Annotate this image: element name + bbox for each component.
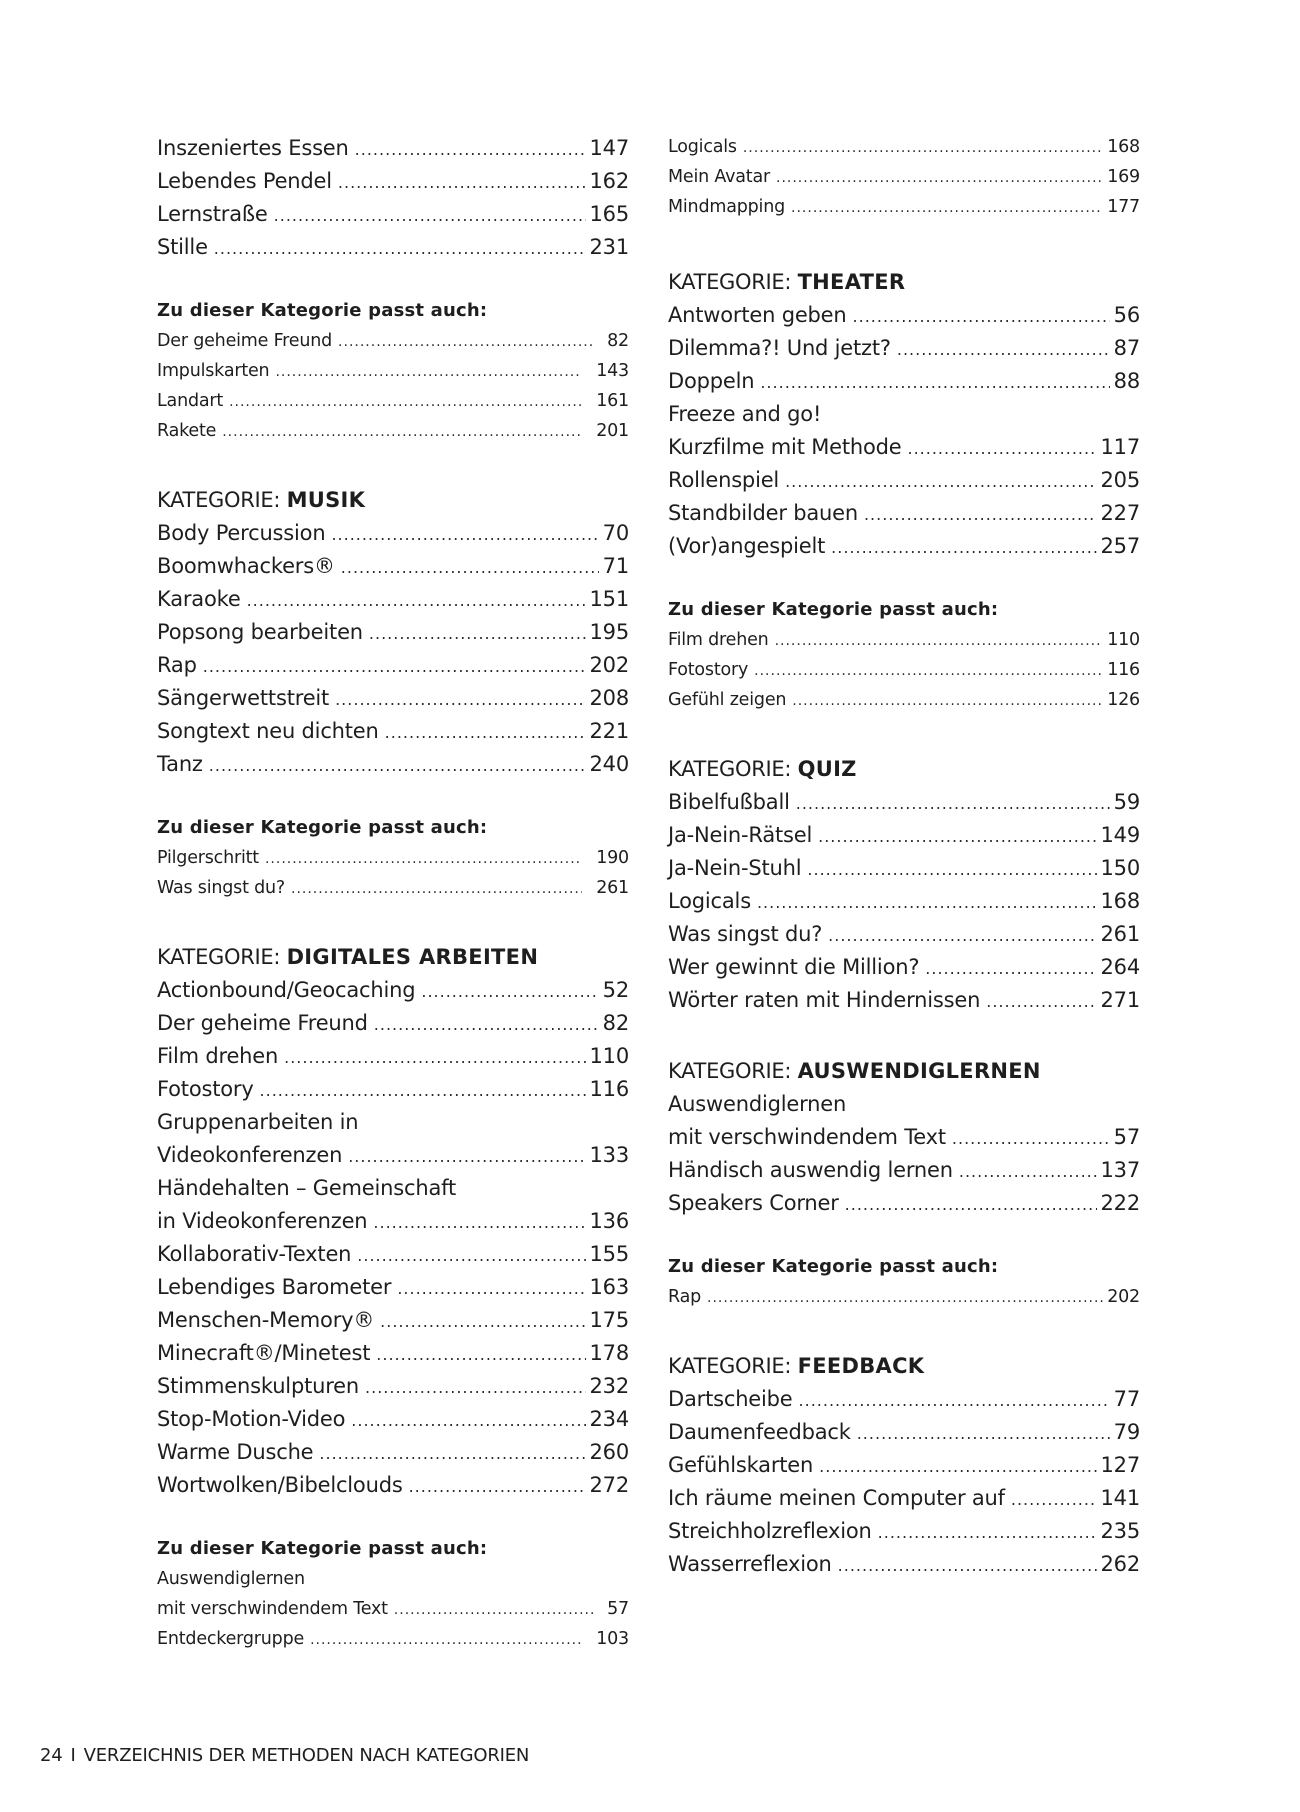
entry-page: 133 [589,1143,629,1167]
also-fits-heading: Zu dieser Kategorie passt auch: [157,300,488,321]
entry-title: Wortwolken/Bibelclouds [157,1473,403,1497]
index-entry [668,819,1140,852]
category-heading-auswendiglernen [668,1055,1140,1088]
also-entry [668,625,1140,655]
entry-title: Der geheime Freund [157,331,333,351]
entry-title: Stille [157,235,208,259]
dot-leader [853,300,1110,333]
also-fits-heading: Zu dieser Kategorie passt auch: [157,817,488,838]
index-entry [668,464,1140,497]
index-entry [157,1271,629,1304]
entry-title: Pilgerschritt [157,848,259,868]
also-fits-heading: Zu dieser Kategorie passt auch: [668,1256,999,1277]
entry-page: 240 [589,752,629,776]
index-entry [157,1337,629,1370]
entry-title: Antworten geben [668,303,847,327]
dot-leader [209,749,586,782]
dot-leader [878,1516,1097,1549]
entry-page: 57 [607,1599,629,1619]
dot-leader [275,357,582,387]
index-entry [668,1154,1140,1187]
index-entry [157,132,629,165]
category-heading-quiz [668,753,1140,786]
also-entry [668,132,1140,162]
entry-title: Mindmapping [668,197,786,217]
dot-leader [331,518,598,551]
entry-page: 110 [1107,630,1140,650]
dot-leader [369,617,586,650]
entry-title: Der geheime Freund [157,1011,368,1035]
dot-leader [828,919,1096,952]
index-entry [668,1121,1140,1154]
index-entry [157,682,629,715]
entry-title: Stop-Motion-Video [157,1407,346,1431]
entry-title: Dartscheibe [668,1387,793,1411]
entry-title: Tanz [157,752,203,776]
entry-title-line1: Gruppenarbeiten in [157,1110,359,1134]
dot-leader [908,432,1097,465]
index-entry-line1 [157,1106,629,1139]
entry-page: 82 [602,1011,629,1035]
index-entry [157,1469,629,1502]
category-prefix: KATEGORIE: [668,1059,792,1083]
index-entry [157,1205,629,1238]
index-entry [668,1383,1140,1416]
dot-leader [776,163,1103,193]
category-heading-digitales-arbeiten [157,941,629,974]
entry-title: Doppeln [668,369,755,393]
dot-leader [819,1450,1096,1483]
category-name: QUIZ [797,757,857,781]
entry-page: 257 [1100,534,1140,558]
entry-page: 117 [1100,435,1140,459]
entry-page: 232 [589,1374,629,1398]
entry-title: Mein Avatar [668,167,770,187]
category-heading-theater [668,266,1140,299]
entry-page: 79 [1113,1420,1140,1444]
dot-leader [925,952,1096,985]
dot-leader [959,1155,1097,1188]
index-entry [157,1073,629,1106]
dot-leader [348,1140,585,1173]
index-entry [668,984,1140,1017]
index-entry [668,398,1140,431]
index-entry [157,165,629,198]
entry-title: Streichholzreflexion [668,1519,872,1543]
entry-title: Wasserreflexion [668,1552,832,1576]
dot-leader [335,683,585,716]
dot-leader [785,465,1096,498]
index-entry [668,332,1140,365]
index-entry [668,299,1140,332]
entry-title: Gefühlskarten [668,1453,814,1477]
index-entry [157,1436,629,1469]
dot-leader [864,498,1097,531]
entry-title: Stimmenskulpturen [157,1374,360,1398]
entry-title: Kurzfilme mit Methode [668,435,902,459]
also-entry-line1 [157,1564,629,1594]
dot-leader [397,1272,585,1305]
dot-leader [385,716,586,749]
footer-title: VERZEICHNIS DER METHODEN NACH KATEGORIEN [83,1745,530,1766]
entry-page: 205 [1100,468,1140,492]
dot-leader [247,584,586,617]
entry-page: 87 [1113,336,1140,360]
also-entry [157,1624,629,1654]
category-prefix: KATEGORIE: [668,757,792,781]
dot-leader [897,333,1110,366]
entry-title: (Vor)angespielt [668,534,826,558]
entry-title: Videokonferenzen [157,1143,343,1167]
also-entry [668,1282,1140,1312]
entry-page: 88 [1113,369,1140,393]
dot-leader [845,1188,1097,1221]
index-entry [157,1007,629,1040]
entry-page: 161 [596,391,629,411]
index-entry [668,786,1140,819]
category-name: THEATER [797,270,906,294]
entry-title-line1: Auswendiglernen [668,1092,847,1116]
category-prefix: KATEGORIE: [668,1354,792,1378]
index-entry [668,1548,1140,1581]
index-entry [668,1187,1140,1220]
entry-page: 141 [1100,1486,1140,1510]
also-entry [157,386,629,416]
also-entry [157,843,629,873]
index-entry [157,649,629,682]
entry-page: 177 [1107,197,1140,217]
entry-page: 262 [1100,1552,1140,1576]
entry-page: 222 [1100,1191,1140,1215]
entry-title: Fotostory [157,1077,254,1101]
entry-title: Wörter raten mit Hindernissen [668,988,981,1012]
entry-title: Was singst du? [157,878,285,898]
dot-leader [757,886,1097,919]
entry-page: 127 [1100,1453,1140,1477]
entry-title: Lebendiges Barometer [157,1275,392,1299]
entry-title: Popsong bearbeiten [157,620,363,644]
entry-title: Impulskarten [157,361,270,381]
dot-leader [310,1625,582,1655]
entry-page: 234 [589,1407,629,1431]
entry-page: 190 [596,848,629,868]
also-entry [157,356,629,386]
entry-page: 178 [589,1341,629,1365]
dot-leader [743,133,1103,163]
entry-page: 202 [589,653,629,677]
entry-page: 261 [1100,922,1140,946]
dot-leader [284,1041,585,1074]
entry-title: Songtext neu dichten [157,719,379,743]
index-entry [157,517,629,550]
entry-page: 261 [596,878,629,898]
entry-title: Lernstraße [157,202,268,226]
entry-page: 149 [1100,823,1140,847]
entry-title: Actionbound/Geocaching [157,978,416,1002]
dot-leader [799,1384,1110,1417]
entry-page: 163 [589,1275,629,1299]
index-entry [157,1040,629,1073]
index-entry [668,918,1140,951]
entry-page: 143 [596,361,629,381]
entry-title: mit verschwindendem Text [668,1125,946,1149]
index-entry [157,550,629,583]
entry-title: Was singst du? [668,922,823,946]
entry-title: Dilemma?! Und jetzt? [668,336,891,360]
dot-leader [373,1206,585,1239]
entry-title: Rap [157,653,197,677]
entry-page: 59 [1113,790,1140,814]
dot-leader [341,551,599,584]
entry-page: 271 [1100,988,1140,1012]
index-entry [157,1238,629,1271]
index-entry [157,715,629,748]
entry-title: Inszeniertes Essen [157,136,349,160]
entry-page: 116 [1107,660,1140,680]
dot-leader [986,985,1096,1018]
entry-page: 165 [589,202,629,226]
entry-page: 116 [589,1077,629,1101]
category-heading-feedback [668,1350,1140,1383]
index-entry [668,530,1140,563]
entry-page: 151 [589,587,629,611]
entry-page: 169 [1107,167,1140,187]
dot-leader [707,1283,1103,1313]
entry-page: 272 [589,1473,629,1497]
dot-leader [754,656,1103,686]
category-heading-musik [157,484,629,517]
entry-title: Logicals [668,889,751,913]
dot-leader [792,686,1103,716]
index-entry [157,1403,629,1436]
entry-title: Body Percussion [157,521,326,545]
also-entry [668,685,1140,715]
index-entry [157,1370,629,1403]
index-entry [157,974,629,1007]
dot-leader [791,193,1103,223]
entry-title: Lebendes Pendel [157,169,332,193]
entry-page: 56 [1113,303,1140,327]
dot-leader [1011,1483,1097,1516]
entry-page: 82 [607,331,629,351]
entry-title: Kollaborativ-Texten [157,1242,352,1266]
category-prefix: KATEGORIE: [157,945,281,969]
entry-title: Film drehen [668,630,769,650]
index-entry [668,951,1140,984]
dot-leader [857,1417,1110,1450]
index-entry [157,1139,629,1172]
category-name: DIGITALES ARBEITEN [286,945,539,969]
entry-title: Warme Dusche [157,1440,314,1464]
dot-leader [260,1074,586,1107]
entry-title: Freeze and go! [668,402,822,426]
entry-title: in Videokonferenzen [157,1209,368,1233]
index-entry [668,365,1140,398]
page-footer [40,1745,529,1766]
dot-leader [319,1437,585,1470]
dot-leader [760,366,1109,399]
also-entry [157,326,629,356]
entry-page: 126 [1107,690,1140,710]
dot-leader [214,232,586,265]
dot-leader [338,327,593,357]
dot-leader [265,844,582,874]
entry-page: 52 [602,978,629,1002]
dot-leader [355,133,586,166]
entry-page: 136 [589,1209,629,1233]
index-entry [157,748,629,781]
index-entry [157,616,629,649]
entry-page: 57 [1113,1125,1140,1149]
also-entry [668,192,1140,222]
entry-title-line1: Auswendiglernen [157,1569,305,1589]
index-entry [668,885,1140,918]
dot-leader [409,1470,586,1503]
dot-leader [838,1549,1097,1582]
dot-leader [831,531,1096,564]
entry-title-line1: Händehalten – Gemeinschaft [157,1176,456,1200]
dot-leader [291,874,582,904]
index-entry [668,1449,1140,1482]
entry-page: 231 [589,235,629,259]
entry-title: Rap [668,1287,702,1307]
entry-page: 110 [589,1044,629,1068]
entry-title: Ja-Nein-Stuhl [668,856,802,880]
category-prefix: KATEGORIE: [157,488,281,512]
dot-leader [365,1371,585,1404]
entry-page: 202 [1107,1287,1140,1307]
entry-title: Ich räume meinen Computer auf [668,1486,1005,1510]
entry-title: mit verschwindendem Text [157,1599,388,1619]
entry-title: Fotostory [668,660,749,680]
index-entry [668,852,1140,885]
entry-page: 227 [1100,501,1140,525]
index-entry-line1 [157,1172,629,1205]
entry-page: 155 [589,1242,629,1266]
entry-page: 162 [589,169,629,193]
entry-title: Händisch auswendig lernen [668,1158,953,1182]
dot-leader [807,853,1096,886]
entry-title: Speakers Corner [668,1191,839,1215]
index-entry [668,497,1140,530]
dot-leader [203,650,586,683]
dot-leader [952,1122,1110,1155]
dot-leader [818,820,1096,853]
entry-page: 235 [1100,1519,1140,1543]
entry-title: Bibelfußball [668,790,790,814]
also-fits-heading: Zu dieser Kategorie passt auch: [157,1538,488,1559]
dot-leader [357,1239,585,1272]
dot-leader [380,1305,585,1338]
index-entry [668,1416,1140,1449]
category-name: FEEDBACK [797,1354,925,1378]
entry-title: Film drehen [157,1044,279,1068]
entry-page: 137 [1100,1158,1140,1182]
entry-title: Logicals [668,137,737,157]
also-entry [157,873,629,903]
dot-leader [351,1404,585,1437]
dot-leader [376,1338,585,1371]
footer-separator: I [70,1745,76,1766]
also-fits-heading: Zu dieser Kategorie passt auch: [668,599,999,620]
dot-leader [229,387,582,417]
entry-title: Minecraft®/Minetest [157,1341,371,1365]
dot-leader [222,417,582,447]
entry-title: Wer gewinnt die Million? [668,955,920,979]
entry-title: Sängerwettstreit [157,686,330,710]
entry-title: Karaoke [157,587,241,611]
entry-page: 168 [1100,889,1140,913]
entry-page: 71 [602,554,629,578]
entry-title: Rollenspiel [668,468,780,492]
entry-title: Boomwhackers® [157,554,335,578]
entry-page: 150 [1100,856,1140,880]
entry-title: Standbilder bauen [668,501,858,525]
right-column [668,132,1140,1581]
dot-leader [374,1008,599,1041]
also-entry [157,1594,629,1624]
left-column [157,132,629,1654]
entry-title: Rakete [157,421,217,441]
category-name: AUSWENDIGLERNEN [797,1059,1041,1083]
entry-page: 195 [589,620,629,644]
dot-leader [338,166,586,199]
category-prefix: KATEGORIE: [668,270,792,294]
index-entry [668,1515,1140,1548]
also-entry [668,162,1140,192]
entry-title: Menschen-Memory® [157,1308,375,1332]
index-entry [157,1304,629,1337]
page-number: 24 [40,1745,63,1766]
index-entry [157,198,629,231]
entry-page: 201 [596,421,629,441]
entry-page: 264 [1100,955,1140,979]
dot-leader [394,1595,593,1625]
dot-leader [775,626,1104,656]
entry-title: Daumenfeedback [668,1420,851,1444]
index-entry [668,431,1140,464]
category-name: MUSIK [286,488,366,512]
entry-page: 77 [1113,1387,1140,1411]
entry-page: 103 [596,1629,629,1649]
entry-page: 168 [1107,137,1140,157]
entry-page: 70 [602,521,629,545]
index-entry-line1 [668,1088,1140,1121]
index-entry [157,231,629,264]
also-entry [668,655,1140,685]
entry-page: 208 [589,686,629,710]
entry-page: 175 [589,1308,629,1332]
dot-leader [796,787,1110,820]
entry-title: Entdeckergruppe [157,1629,305,1649]
dot-leader [274,199,586,232]
entry-page: 147 [589,136,629,160]
entry-page: 221 [589,719,629,743]
entry-title: Landart [157,391,224,411]
entry-title: Gefühl zeigen [668,690,787,710]
entry-page: 260 [589,1440,629,1464]
also-entry [157,416,629,446]
index-entry [157,583,629,616]
entry-title: Ja-Nein-Rätsel [668,823,813,847]
index-entry [668,1482,1140,1515]
dot-leader [421,975,598,1008]
